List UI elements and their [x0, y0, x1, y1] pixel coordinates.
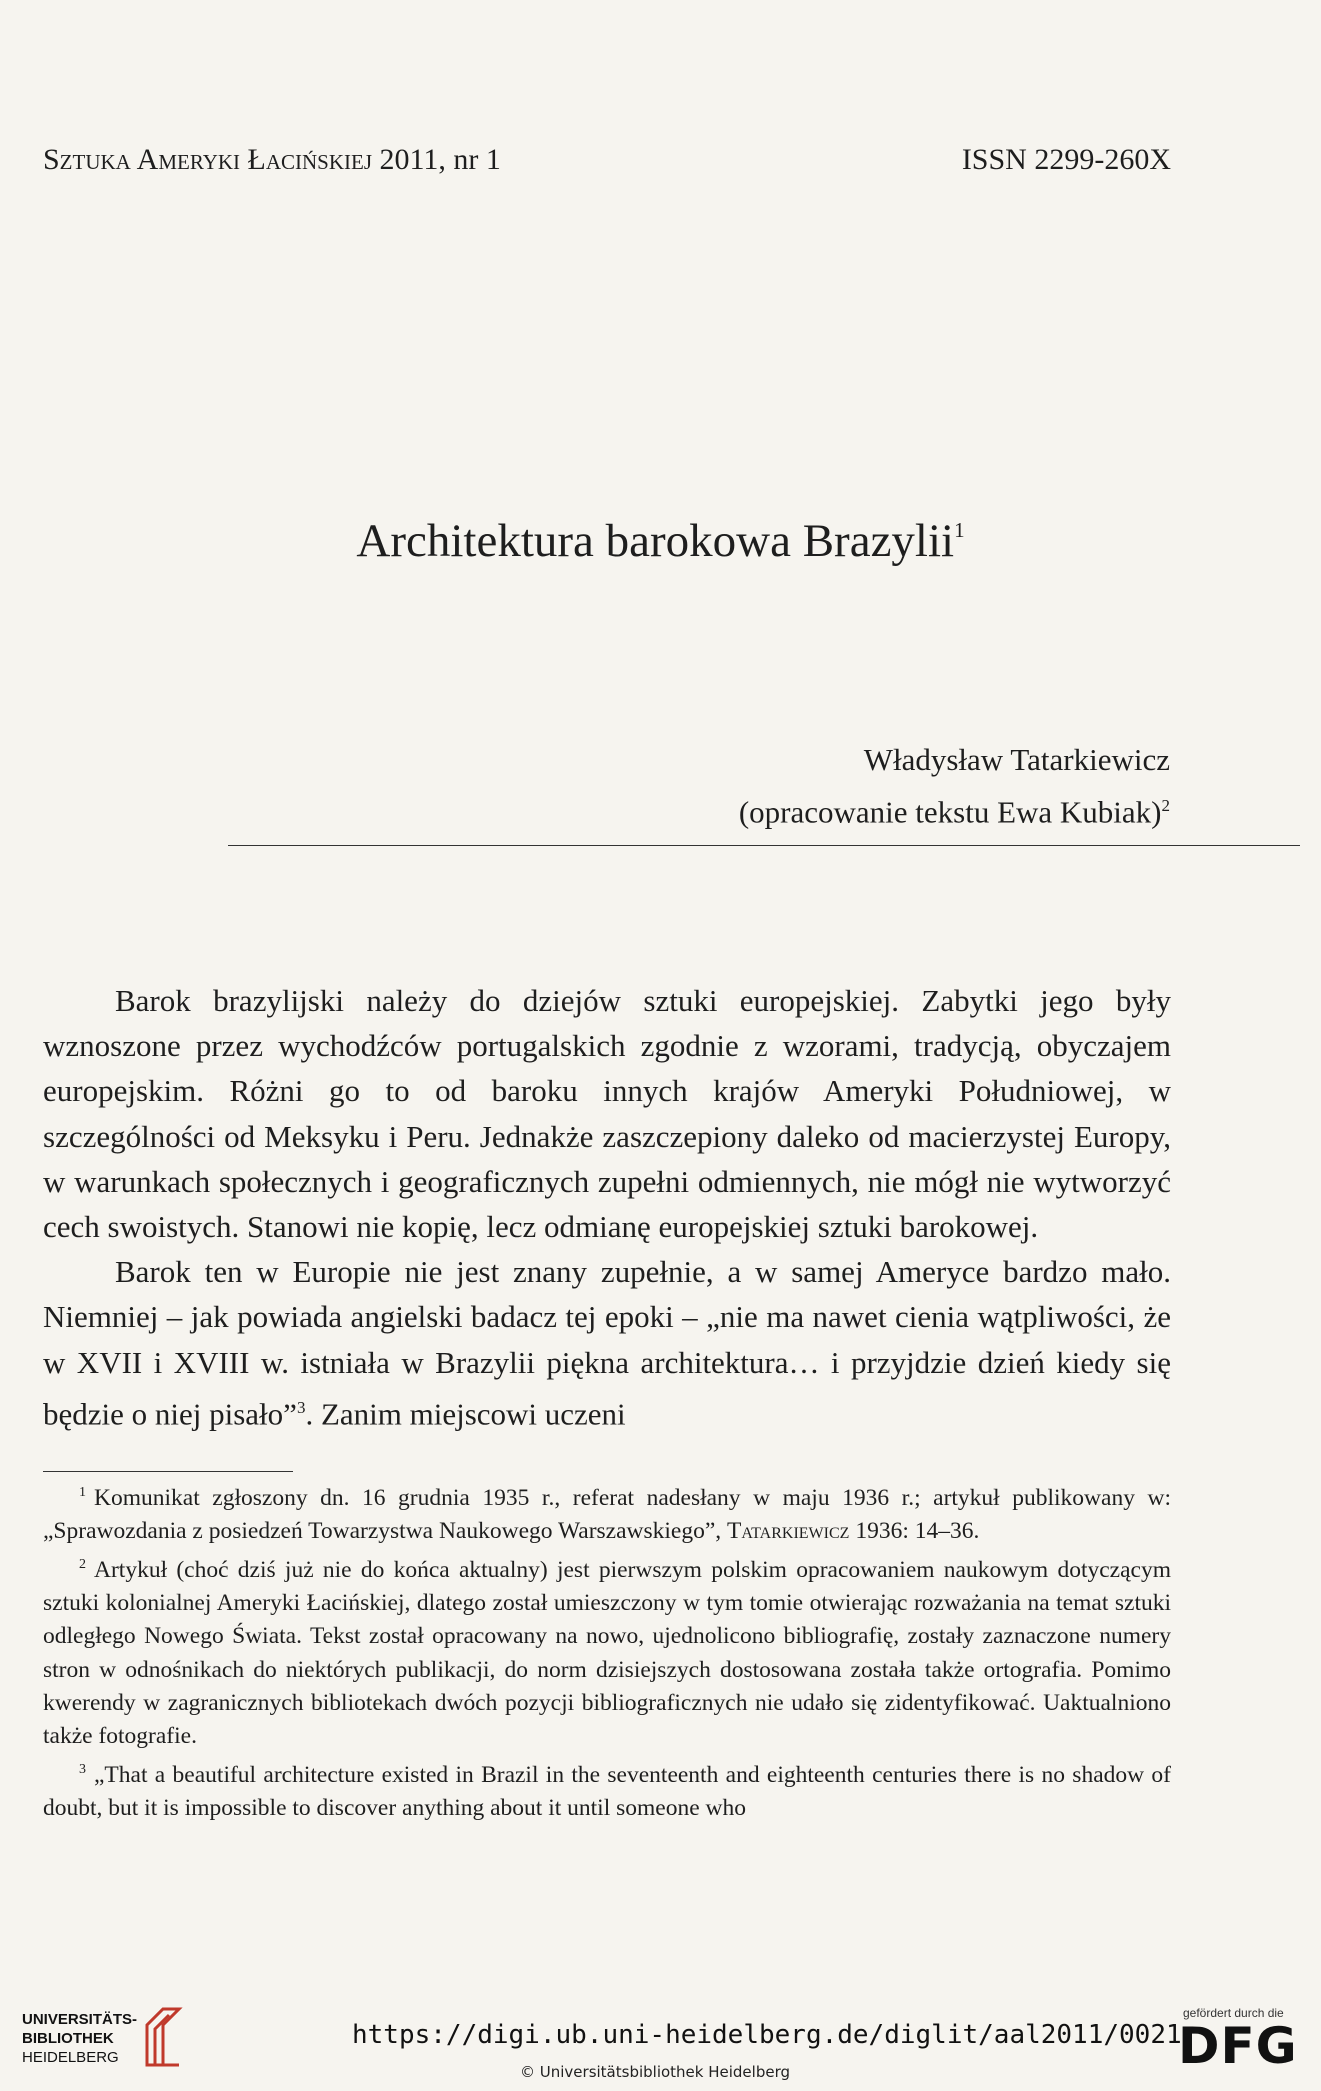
year-issue: 2011, nr 1	[379, 143, 501, 176]
footnote-2	[43, 1548, 1171, 1753]
author-block	[739, 737, 1170, 835]
footnote-3-number: 3	[79, 1762, 86, 1778]
paragraph-2-text: Barok ten w Europie nie jest znany zupełnie, a w samej Ameryce bardzo mało. Niemniej – jak powiada angielski badacz tej epoki – „nie ma nawet cienia wątpliwości, że w XVII i XVIII w. istniała w Brazylii piękna architektura… i przyjdzie dzień kiedy się będzie o niej pisało”	[43, 1254, 1171, 1432]
digitization-footer	[0, 1960, 1321, 2091]
library-name[interactable]	[22, 2010, 137, 2067]
editor-text: (opracowanie tekstu Ewa Kubiak)	[738, 794, 1162, 830]
paragraph-2-tail: . Zanim miejscowi uczeni	[305, 1396, 626, 1432]
title-footnote-ref[interactable]: 1	[954, 518, 965, 543]
footnote-1-number: 1	[79, 1485, 86, 1500]
paragraph-1: Barok brazylijski należy do dziejów sztuki europejskiej. Zabytki jego były wznoszone przez wychodźców portugalskich zgodnie z wzorami, tradycją, obyczajem europejskim. Różni go to od baroku innych krajów Ameryki Południowej, w szczególności od Meksyku i Peru. Jednakże zaszczepiony daleko od macierzystej Europy, w warunkach społecznych i geograficznych zupełni odmiennych, nie mógł nie wytworzyć cech swoistych. Stanowi nie kopię, lecz odmianę europejskiej sztuki barokowej.	[43, 983, 1171, 1245]
footnote-1-tail: 1936: 14–36.	[849, 1518, 980, 1545]
library-line-3: HEIDELBERG	[22, 2049, 119, 2066]
funded-by-label: gefördert durch die	[1183, 2006, 1284, 2020]
footnote-1-author: Tatarkiewicz	[727, 1518, 850, 1545]
footnote-3	[43, 1753, 1171, 1825]
article-title	[0, 514, 1321, 568]
library-logo-icon[interactable]	[141, 2003, 185, 2069]
footnote-1-text: Komunikat zgłoszony dn. 16 grudnia 1935 r., referat nadesłany w maju 1936 r.; artykuł publikowany w: „Sprawozdania z posiedzeń Towarzystwa Naukowego Warszawskiego”,	[43, 1484, 1171, 1545]
article-body	[43, 978, 1171, 1436]
issn: ISSN 2299-260X	[961, 143, 1171, 176]
dfg-logo[interactable]: DFG	[1178, 2017, 1298, 2075]
footnote-3-text: „That a beautiful architecture existed in Brazil in the seventeenth and eighteenth centuries there is no shadow of doubt, but it is impossible to discover anything about it until someone who	[43, 1762, 1171, 1822]
permalink-url[interactable]: https://digi.ub.uni-heidelberg.de/diglit/aal2011/0021	[352, 2020, 1182, 2050]
running-head	[43, 143, 1171, 177]
library-line-2: BIBLIOTHEK	[22, 2030, 114, 2047]
author-name: Władysław Tatarkiewicz	[863, 742, 1170, 777]
footnote-2-text: Artykuł (choć dziś już nie do końca aktualny) jest pierwszym polskim opracowaniem naukowym dotyczącym sztuki kolonialnej Ameryki Łacińskiej, dlatego został umieszczony w tym tomie otwierając rozważania na temat sztuki odległego Nowego Świata. Tekst został opracowany na nowo, ujednolicono bibliografię, zostały zaznaczone numery stron w odnośnikach do niektórych publikacji, do norm dzisiejszych dostosowana została także ortografia. Pomimo kwerendy w zagranicznych bibliotekach dwóch pozycji bibliograficznych nie udało się zidentyfikować. Uaktualniono także fotografie.	[43, 1557, 1171, 1750]
footnote-2-number: 2	[79, 1557, 86, 1573]
journal-info	[43, 143, 501, 177]
title-text: Architektura barokowa Brazylii	[356, 515, 955, 567]
editor-line	[739, 783, 1170, 835]
library-line-1: UNIVERSITÄTS-	[22, 2011, 138, 2028]
copyright-notice: © Universitätsbibliothek Heidelberg	[520, 2063, 791, 2081]
footnote-1	[43, 1476, 1171, 1548]
footnote-divider	[43, 1471, 293, 1472]
paragraph-2	[43, 1249, 1171, 1436]
journal-name: Sztuka Ameryki Łacińskiej	[43, 143, 373, 176]
footnote-ref-3[interactable]: 3	[296, 1397, 306, 1417]
footnotes	[43, 1476, 1171, 1826]
title-divider	[228, 845, 1300, 846]
editor-footnote-ref[interactable]: 2	[1161, 796, 1170, 815]
